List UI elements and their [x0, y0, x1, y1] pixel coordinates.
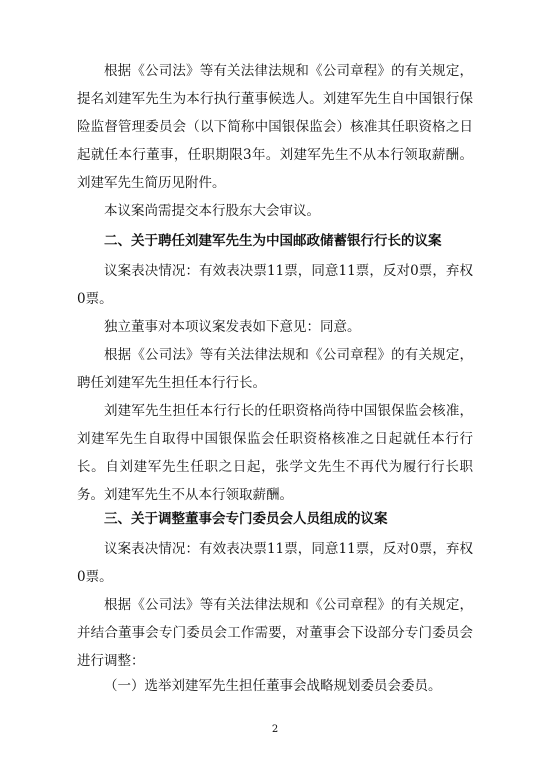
paragraph-qualification: 刘建军先生担任本行行长的任职资格尚待中国银保监会核准，刘建军先生自取得中国银保监会任职资格核准之日起就任本行行长。自刘建军先生任职之日起，张学文先生不再代为履行行长职务。刘建军先生不从本行领取薪酬。 [77, 403, 473, 503]
section-heading-2: 二、关于聘任刘建军先生为中国邮政储蓄银行行长的议案 [104, 233, 442, 249]
paragraph-committee-adjustment: 根据《公司法》等有关法律法规和《公司章程》的有关规定，并结合董事会专门委员会工作需要，对董事会下设部分专门委员会进行调整： [77, 597, 473, 669]
paragraph-independent-opinion: 独立董事对本项议案发表如下意见：同意。 [104, 319, 361, 335]
paragraph-committee-item-1: （一）选举刘建军先生担任董事会战略规划委员会委员。 [104, 678, 442, 694]
paragraph-vote-result-3: 议案表决情况：有效表决票11票，同意11票，反对0票，弃权0票。 [77, 541, 473, 585]
paragraph-appointment: 根据《公司法》等有关法律法规和《公司章程》的有关规定，聘任刘建军先生担任本行行长。 [77, 347, 473, 391]
section-heading-3: 三、关于调整董事会专门委员会人员组成的议案 [104, 511, 388, 527]
page-number: 2 [271, 724, 279, 735]
paragraph-vote-result-2: 议案表决情况：有效表决票11票，同意11票，反对0票，弃权0票。 [77, 263, 473, 307]
paragraph-nomination: 根据《公司法》等有关法律法规和《公司章程》的有关规定，提名刘建军先生为本行执行董事候选人。刘建军先生自中国银行保险监督管理委员会（以下简称中国银保监会）核准其任职资格之日起就任本行董事，任职期限3年。刘建军先生不从本行领取薪酬。刘建军先生简历见附件。 [77, 63, 473, 191]
paragraph-submit-meeting: 本议案尚需提交本行股东大会审议。 [104, 203, 320, 219]
